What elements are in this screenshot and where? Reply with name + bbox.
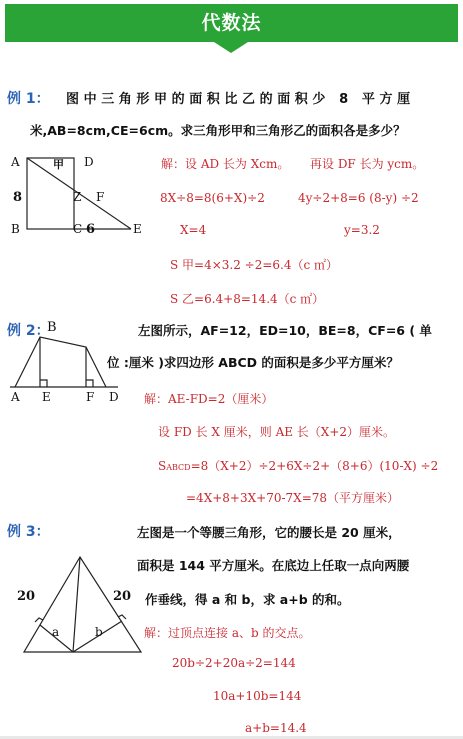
example3-question-line3: 作垂线，得 a 和 b，求 a+b 的和。 <box>145 592 350 607</box>
example2-solution-line4: =4X+8+3X+70-7X=78（平方厘米） <box>186 491 400 505</box>
example3-solution-line2: 20b÷2+20a÷2=144 <box>172 656 296 670</box>
example1-equation-b: 4y÷2+8=6 (8-y) ÷2 <box>298 191 419 205</box>
fig2-label-b: B <box>47 320 57 335</box>
fig1-length-ab: 8 <box>13 190 23 205</box>
fig1-label-e: E <box>133 222 142 236</box>
area-formula: =8（X+2）÷2+6X÷2+（8+6）(10-X) ÷2 <box>190 459 439 473</box>
example2-label: 例 2： <box>7 323 50 339</box>
example1-solution-intro-a: 解：设 AD 长为 Xcm。 <box>161 157 290 171</box>
fig2-label-f: F <box>86 390 95 404</box>
fig2-label-d: D <box>109 390 119 404</box>
example1-area-jia: S 甲=4×3.2 ÷2=6.4（c ㎡） <box>170 258 339 272</box>
fig3-left-side-length: 20 <box>17 589 36 604</box>
example2-solution-line2: 设 FD 长 X 厘米，则 AE 长（X+2）厘米。 <box>158 425 396 439</box>
fig1-label-a: A <box>11 155 20 169</box>
example3-label: 例 3： <box>7 524 50 540</box>
example3-solution-line3: 10a+10b=144 <box>213 689 302 703</box>
area-subscript: ABCD <box>166 463 191 472</box>
fig1-label-b: B <box>11 222 20 236</box>
fig1-length-ce: 6 <box>86 222 96 237</box>
example1-label: 例 1： <box>7 91 50 107</box>
fig3-right-side-length: 20 <box>113 589 132 604</box>
header-notch <box>214 42 248 53</box>
fig2-label-e: E <box>42 390 51 404</box>
fig3-label-a: a <box>52 625 60 639</box>
example2-solution-line1: 解：AE-FD=2（厘米） <box>144 392 274 406</box>
example2-question-line1: 左图所示，AF=12，ED=10，BE=8，CF=6 ( 单 <box>138 323 432 338</box>
fig3-label-b: b <box>95 625 103 639</box>
fig2-label-a: A <box>11 390 20 404</box>
example3-solution-line1: 解：过顶点连接 a、b 的交点。 <box>144 626 311 640</box>
example1-solution-intro-b: 再设 DF 长为 ycm。 <box>310 157 425 171</box>
example1-equation-a: 8X÷8=8(6+X)÷2 <box>160 191 265 205</box>
example1-question-line1: 图中三角形甲的面积比乙的面积少 8 平方厘 <box>66 92 415 107</box>
fig1-label-yi: Z <box>73 190 82 204</box>
fig1-label-d: D <box>84 155 94 169</box>
fig1-label-c: C <box>73 222 83 236</box>
section-header <box>5 4 458 42</box>
example1-question-line2: 米,AB=8cm,CE=6cm。求三角形甲和三角形乙的面积各是多少？ <box>30 123 406 138</box>
example3-question-line2: 面积是 144 平方厘米。在底边上任取一点向两腰 <box>137 558 410 573</box>
example1-answer-x: X=4 <box>180 223 207 237</box>
example2-figure <box>0 330 130 392</box>
example2-solution-line3 <box>158 457 438 474</box>
fig1-label-jia: 甲 <box>53 158 64 171</box>
fig1-label-f: F <box>96 190 105 204</box>
area-symbol: S <box>158 459 167 473</box>
example3-solution-line4: a+b=14.4 <box>245 721 307 735</box>
example2-question-line2: 位 :厘米 )求四边形 ABCD 的面积是多少平方厘米？ <box>107 355 399 370</box>
example3-question-line1: 左图是一个等腰三角形，它的腰长是 20 厘米， <box>137 525 401 540</box>
section-title: 代数法 <box>201 12 262 34</box>
example1-answer-y: y=3.2 <box>344 223 380 237</box>
example1-area-yi: S 乙=6.4+8=14.4（c ㎡） <box>170 292 325 306</box>
example3-figure <box>0 555 160 660</box>
